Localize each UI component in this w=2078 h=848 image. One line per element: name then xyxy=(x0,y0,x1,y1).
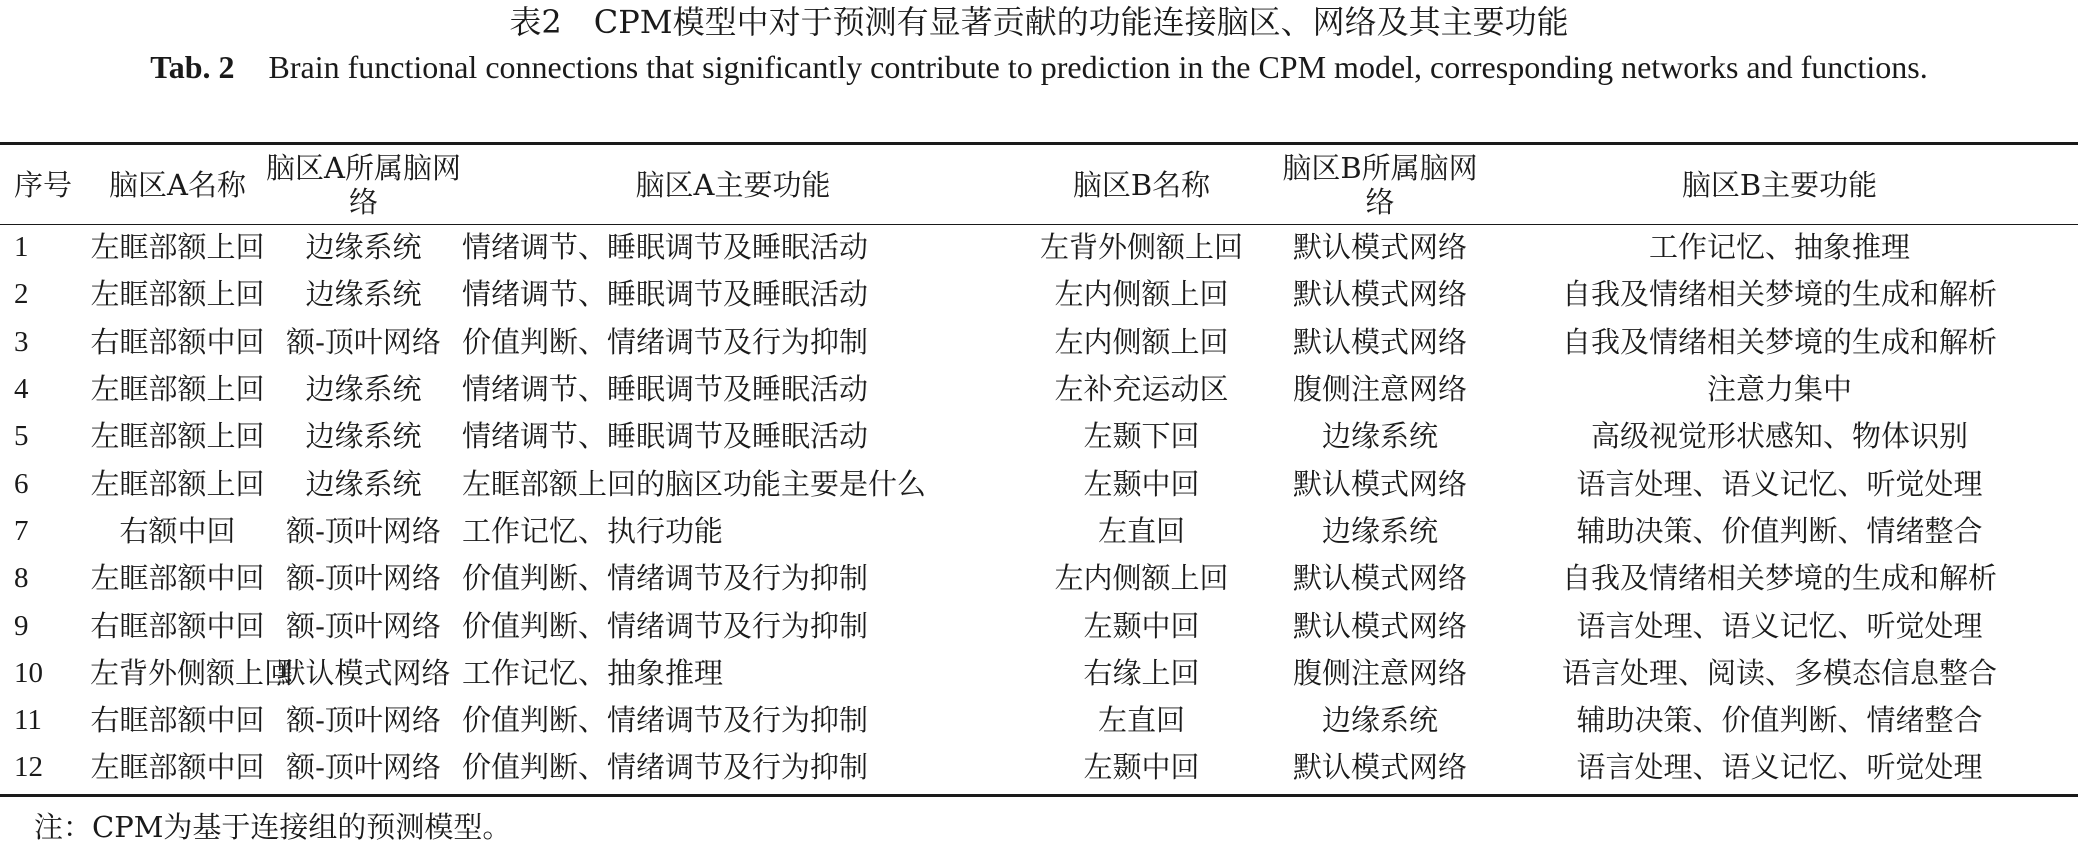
table-row xyxy=(0,271,2078,318)
table-caption-cn: 表2 CPM模型中对于预测有显著贡献的功能连接脑区、网络及其主要功能 xyxy=(509,3,1569,41)
cell-function-a: 工作记忆、执行功能 xyxy=(462,513,724,548)
cell-index: 6 xyxy=(14,467,29,500)
cell-network-a: 额-顶叶网络 xyxy=(286,561,441,596)
cell-function-a: 工作记忆、抽象推理 xyxy=(462,655,724,690)
cell-region-a: 左眶部额中回 xyxy=(90,750,265,785)
cell-network-a: 边缘系统 xyxy=(305,372,422,407)
cell-function-a: 情绪调节、睡眠调节及睡眠活动 xyxy=(462,230,869,265)
cell-region-b: 左直回 xyxy=(1097,513,1185,548)
header-network-a: 脑区A所属脑网络 xyxy=(266,150,461,219)
cell-region-a: 左眶部额上回 xyxy=(90,466,265,501)
cell-region-a: 左背外侧额上回 xyxy=(90,655,294,690)
cell-network-b: 默认模式网络 xyxy=(1292,750,1467,785)
cell-network-b: 腹侧注意网络 xyxy=(1292,655,1467,690)
cell-function-a: 价值判断、情绪调节及行为抑制 xyxy=(462,561,869,596)
cell-region-b: 左内侧额上回 xyxy=(1054,277,1229,312)
cell-function-a: 情绪调节、睡眠调节及睡眠活动 xyxy=(462,372,869,407)
cell-network-a: 边缘系统 xyxy=(305,230,422,265)
table-caption-en xyxy=(60,44,2018,90)
cell-function-b: 高级视觉形状感知、物体识别 xyxy=(1590,419,1968,454)
cell-region-b: 左直回 xyxy=(1097,703,1185,738)
header-region-a: 脑区A名称 xyxy=(109,167,246,202)
cell-network-a: 额-顶叶网络 xyxy=(286,513,441,548)
cell-network-b: 默认模式网络 xyxy=(1292,324,1467,359)
header-function-b: 脑区B主要功能 xyxy=(1681,167,1878,202)
cell-function-b: 自我及情绪相关梦境的生成和解析 xyxy=(1561,324,1997,359)
cell-function-b: 语言处理、语义记忆、听觉处理 xyxy=(1576,466,1983,501)
cell-region-b: 左颞中回 xyxy=(1083,608,1200,643)
cell-function-a: 左眶部额上回的脑区功能主要是什么 xyxy=(462,466,927,501)
cell-region-b: 左颞中回 xyxy=(1083,466,1200,501)
cell-function-b: 语言处理、语义记忆、听觉处理 xyxy=(1576,750,1983,785)
cell-function-b: 注意力集中 xyxy=(1706,372,1852,407)
cell-network-b: 默认模式网络 xyxy=(1292,277,1467,312)
header-index: 序号 xyxy=(14,167,73,202)
cell-region-a: 左眶部额上回 xyxy=(90,372,265,407)
table-row xyxy=(0,366,2078,413)
table-row xyxy=(0,555,2078,602)
cell-region-a: 右额中回 xyxy=(119,513,236,548)
cell-network-b: 默认模式网络 xyxy=(1292,230,1467,265)
cell-network-b: 默认模式网络 xyxy=(1292,608,1467,643)
cell-network-a: 额-顶叶网络 xyxy=(286,703,441,738)
table-row xyxy=(0,460,2078,507)
cell-function-b: 语言处理、阅读、多模态信息整合 xyxy=(1561,655,1997,690)
table-label: Tab. 2 xyxy=(150,49,235,85)
cell-network-a: 默认模式网络 xyxy=(276,655,451,690)
table-row xyxy=(0,508,2078,555)
cell-index: 2 xyxy=(14,278,29,311)
cell-region-b: 左内侧额上回 xyxy=(1054,324,1229,359)
table-caption-en-text: Brain functional connections that significantly contribute to prediction in the CPM model, corresponding networks and functions. xyxy=(268,49,1928,85)
cell-index: 8 xyxy=(14,562,29,595)
cell-function-b: 辅助决策、价值判断、情绪整合 xyxy=(1576,513,1983,548)
cell-function-a: 价值判断、情绪调节及行为抑制 xyxy=(462,750,869,785)
cell-index: 11 xyxy=(14,704,42,737)
cell-index: 7 xyxy=(14,514,29,547)
table-row xyxy=(0,650,2078,697)
cell-network-b: 边缘系统 xyxy=(1321,513,1438,548)
cell-function-b: 工作记忆、抽象推理 xyxy=(1648,230,1910,265)
cell-function-b: 辅助决策、价值判断、情绪整合 xyxy=(1576,703,1983,738)
cell-network-a: 边缘系统 xyxy=(305,419,422,454)
cell-function-b: 语言处理、语义记忆、听觉处理 xyxy=(1576,608,1983,643)
table-row xyxy=(0,744,2078,791)
cell-network-b: 默认模式网络 xyxy=(1292,466,1467,501)
cell-region-a: 左眶部额中回 xyxy=(90,561,265,596)
cell-network-b: 边缘系统 xyxy=(1321,419,1438,454)
table-row xyxy=(0,224,2078,271)
cell-function-a: 情绪调节、睡眠调节及睡眠活动 xyxy=(462,419,869,454)
table-row xyxy=(0,602,2078,649)
cell-function-a: 价值判断、情绪调节及行为抑制 xyxy=(462,703,869,738)
cell-region-b: 左颞中回 xyxy=(1083,750,1200,785)
cell-region-b: 左背外侧额上回 xyxy=(1039,230,1243,265)
cell-region-b: 左补充运动区 xyxy=(1054,372,1229,407)
table-header-row xyxy=(0,145,2078,224)
table-row xyxy=(0,413,2078,460)
cell-function-a: 价值判断、情绪调节及行为抑制 xyxy=(462,324,869,359)
cell-network-a: 边缘系统 xyxy=(305,277,422,312)
cell-index: 9 xyxy=(14,609,29,642)
cell-function-a: 情绪调节、睡眠调节及睡眠活动 xyxy=(462,277,869,312)
table-note: 注：CPM为基于连接组的预测模型。 xyxy=(34,810,512,844)
cell-index: 1 xyxy=(14,231,29,264)
cell-network-a: 额-顶叶网络 xyxy=(286,608,441,643)
cell-region-b: 右缘上回 xyxy=(1083,655,1200,690)
table-bottom-rule xyxy=(0,794,2078,797)
cell-network-b: 默认模式网络 xyxy=(1292,561,1467,596)
cell-region-a: 左眶部额上回 xyxy=(90,230,265,265)
header-function-a: 脑区A主要功能 xyxy=(635,167,831,202)
table-row xyxy=(0,319,2078,366)
cell-region-b: 左颞下回 xyxy=(1083,419,1200,454)
cell-function-b: 自我及情绪相关梦境的生成和解析 xyxy=(1561,561,1997,596)
cell-index: 3 xyxy=(14,325,29,358)
cell-network-b: 腹侧注意网络 xyxy=(1292,372,1467,407)
cell-network-b: 边缘系统 xyxy=(1321,703,1438,738)
cell-region-a: 右眶部额中回 xyxy=(90,703,265,738)
header-network-b: 脑区B所属脑网络 xyxy=(1282,150,1478,219)
brain-connections-table xyxy=(0,145,2078,792)
cell-region-b: 左内侧额上回 xyxy=(1054,561,1229,596)
cell-region-a: 左眶部额上回 xyxy=(90,419,265,454)
cell-region-a: 左眶部额上回 xyxy=(90,277,265,312)
cell-region-a: 右眶部额中回 xyxy=(90,608,265,643)
cell-network-a: 边缘系统 xyxy=(305,466,422,501)
cell-region-a: 右眶部额中回 xyxy=(90,324,265,359)
cell-network-a: 额-顶叶网络 xyxy=(286,324,441,359)
cell-index: 5 xyxy=(14,420,29,453)
cell-function-a: 价值判断、情绪调节及行为抑制 xyxy=(462,608,869,643)
cell-index: 4 xyxy=(14,373,29,406)
cell-index: 12 xyxy=(14,751,43,784)
header-region-b: 脑区B名称 xyxy=(1072,167,1211,202)
cell-network-a: 额-顶叶网络 xyxy=(286,750,441,785)
table-row xyxy=(0,697,2078,744)
cell-index: 10 xyxy=(14,656,43,689)
cell-function-b: 自我及情绪相关梦境的生成和解析 xyxy=(1561,277,1997,312)
